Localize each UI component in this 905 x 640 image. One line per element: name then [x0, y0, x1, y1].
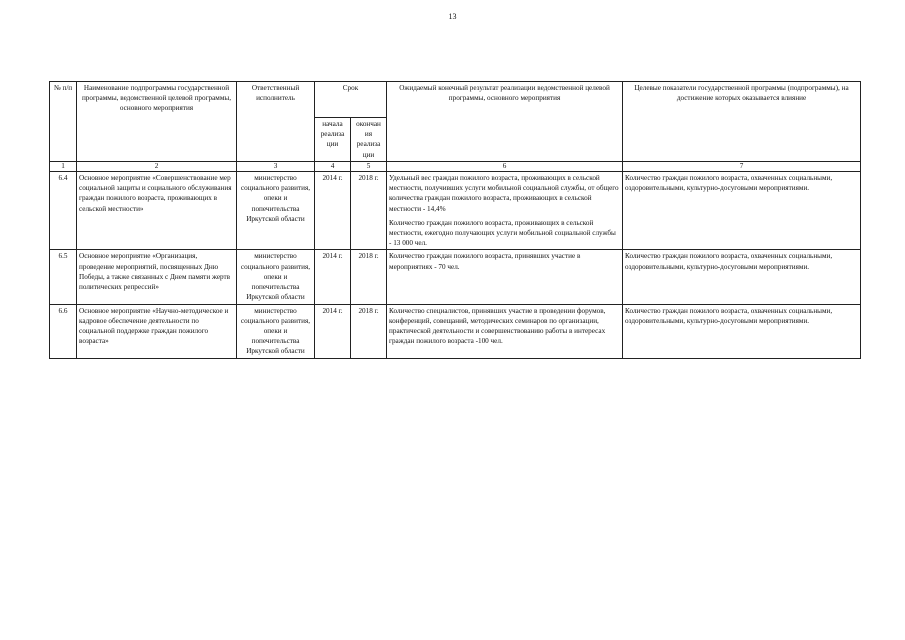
row-targets: Количество граждан пожилого возраста, охваченных социальными, оздоровительными, культурно-досуговыми мероприятиями.	[623, 304, 861, 358]
row-start: 2014 г.	[315, 250, 351, 304]
row-number: 6.4	[50, 171, 77, 250]
column-number: 6	[387, 161, 623, 171]
row-result	[387, 304, 623, 358]
row-end: 2018 г.	[351, 171, 387, 250]
header-row	[50, 82, 861, 118]
row-name: Основное мероприятие «Совершенствование мер социальной защиты и социального обслуживания граждан пожилого возраста, проживающих в сельской местности»	[77, 171, 237, 250]
result-paragraph: Количество граждан пожилого возраста, проживающих в сельской местности, ежегодно получающих услуги мобильной социальной службы - 13 000 чел.	[389, 218, 616, 248]
table-row	[50, 250, 861, 304]
result-paragraph: Количество граждан пожилого возраста, принявших участие в мероприятиях - 70 чел.	[389, 252, 581, 271]
header-executor: Ответственный исполнитель	[237, 82, 315, 162]
table-row	[50, 304, 861, 358]
column-number: 3	[237, 161, 315, 171]
row-name: Основное мероприятие «Организация, проведение мероприятий, посвященных Дню Победы, а также связанных с Днем памяти жертв политических репрессий»	[77, 250, 237, 304]
row-executor: министерство социального развития, опеки и попечительства Иркутской области	[237, 250, 315, 304]
row-executor: министерство социального развития, опеки и попечительства Иркутской области	[237, 304, 315, 358]
row-number: 6.6	[50, 304, 77, 358]
row-targets: Количество граждан пожилого возраста, охваченных социальными, оздоровительными, культурно-досуговыми мероприятиями.	[623, 171, 861, 250]
row-targets: Количество граждан пожилого возраста, охваченных социальными, оздоровительными, культурно-досуговыми мероприятиями.	[623, 250, 861, 304]
row-result	[387, 171, 623, 250]
row-number: 6.5	[50, 250, 77, 304]
row-end: 2018 г.	[351, 250, 387, 304]
row-result	[387, 250, 623, 304]
header-num: № п/п	[50, 82, 77, 162]
header-result: Ожидаемый конечный результат реализации ведомственной целевой программы, основного мероприятия	[387, 82, 623, 162]
header-term: Срок	[315, 82, 387, 118]
column-number: 2	[77, 161, 237, 171]
header-end: окончан ия реализа ции	[351, 118, 387, 162]
column-number: 1	[50, 161, 77, 171]
table-row	[50, 171, 861, 250]
program-table	[49, 81, 861, 359]
header-start: начала реализа ции	[315, 118, 351, 162]
row-end: 2018 г.	[351, 304, 387, 358]
row-executor: министерство социального развития, опеки и попечительства Иркутской области	[237, 171, 315, 250]
row-start: 2014 г.	[315, 171, 351, 250]
column-number: 4	[315, 161, 351, 171]
result-paragraph: Количество специалистов, принявших участие в проведении форумов, конференций, совещаний, методических семинаров по организации, практической деятельности и совершенствованию работы в интересах граждан пожилого возраста -100 чел.	[389, 306, 606, 346]
row-name: Основное мероприятие «Научно-методическое и кадровое обеспечение деятельности по социальной поддержке граждан пожилого возраста»	[77, 304, 237, 358]
column-number: 5	[351, 161, 387, 171]
column-number-row	[50, 161, 861, 171]
page-number: 13	[448, 12, 457, 21]
column-number: 7	[623, 161, 861, 171]
result-paragraph: Удельный вес граждан пожилого возраста, проживающих в сельской местности, получивших услуги мобильной социальной службы, от общего количества граждан пожилого возраста, проживающих в сельской местности - 14,4%	[389, 173, 619, 213]
header-name: Наименование подпрограммы государственной программы, ведомственной целевой программы, основного мероприятия	[77, 82, 237, 162]
header-targets: Целевые показатели государственной программы (подпрограммы), на достижение которых оказывается влияние	[623, 82, 861, 162]
row-start: 2014 г.	[315, 304, 351, 358]
